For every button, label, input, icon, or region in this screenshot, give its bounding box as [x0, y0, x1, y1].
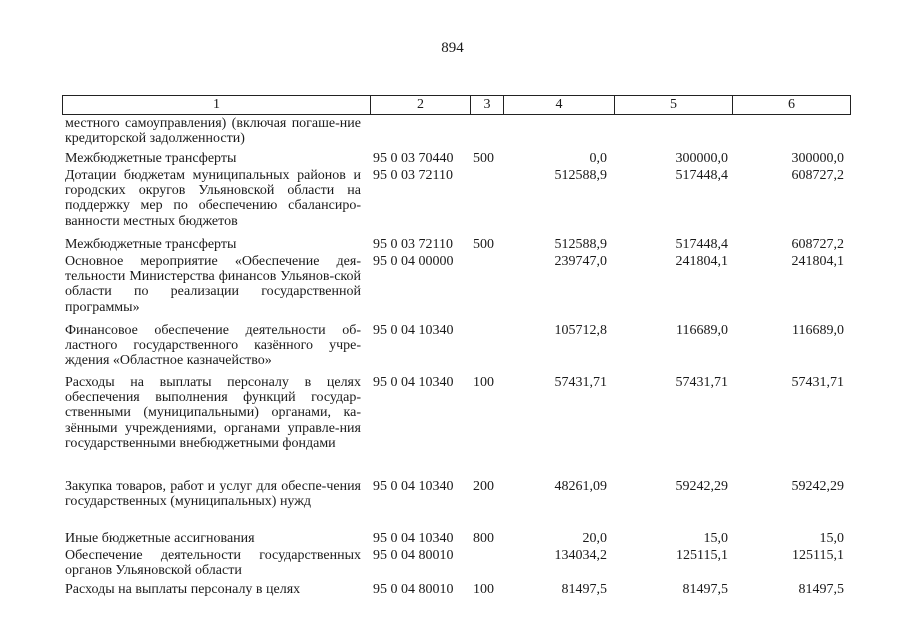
row-name: Расходы на выплаты персоналу в целях обеспечения выполнения функций государ-ственными (муниципальными) органами, ка-зёнными учреждениями, органами управле-ния государственными внебюджетными фондами — [65, 375, 361, 451]
row-name: Основное мероприятие «Обеспечение дея-тельности Министерства финансов Ульянов-ской области по реализации государственной программы» — [65, 254, 361, 315]
row-value-5: 15,0 — [703, 531, 728, 546]
row-value-4: 105712,8 — [554, 323, 607, 338]
row-vr: 500 — [473, 237, 494, 252]
row-value-5: 241804,1 — [675, 254, 728, 269]
row-value-4: 512588,9 — [554, 237, 607, 252]
row-value-4: 57431,71 — [554, 375, 607, 390]
page-number: 894 — [441, 40, 464, 56]
row-value-6: 608727,2 — [791, 237, 844, 252]
row-vr: 500 — [473, 151, 494, 166]
header-col-3: 3 — [471, 96, 504, 114]
row-code: 95 0 04 10340 — [373, 479, 454, 494]
row-value-5: 81497,5 — [682, 582, 728, 597]
header-col-4: 4 — [504, 96, 615, 114]
header-col-5: 5 — [615, 96, 733, 114]
row-code: 95 0 04 00000 — [373, 254, 454, 269]
row-value-6: 241804,1 — [791, 254, 844, 269]
row-value-5: 517448,4 — [675, 168, 728, 183]
header-col-1: 1 — [63, 96, 371, 114]
row-value-5: 57431,71 — [675, 375, 728, 390]
row-value-5: 125115,1 — [676, 548, 728, 563]
row-value-6: 125115,1 — [792, 548, 844, 563]
row-value-4: 48261,09 — [554, 479, 607, 494]
row-value-5: 517448,4 — [675, 237, 728, 252]
row-value-6: 116689,0 — [792, 323, 844, 338]
row-value-4: 134034,2 — [554, 548, 607, 563]
row-name: Дотации бюджетам муниципальных районов и городских округов Ульяновской области на поддержку мер по обеспечению сбалансиро-ванности местных бюджетов — [65, 168, 361, 229]
row-code: 95 0 03 72110 — [373, 237, 453, 252]
row-name: Межбюджетные трансферты — [65, 237, 237, 252]
row-value-6: 608727,2 — [791, 168, 844, 183]
row-code: 95 0 04 10340 — [373, 323, 454, 338]
row-vr: 800 — [473, 531, 494, 546]
row-value-4: 20,0 — [582, 531, 607, 546]
header-col-2: 2 — [371, 96, 471, 114]
row-name: Закупка товаров, работ и услуг для обеспе-чения государственных (муниципальных) нужд — [65, 479, 361, 510]
row-vr: 200 — [473, 479, 494, 494]
row-vr: 100 — [473, 582, 494, 597]
row-name: Иные бюджетные ассигнования — [65, 531, 255, 546]
row-value-6: 81497,5 — [798, 582, 844, 597]
row-name: Обеспечение деятельности государственных органов Ульяновской области — [65, 548, 361, 579]
row-value-6: 15,0 — [819, 531, 844, 546]
header-col-6: 6 — [788, 97, 795, 112]
row-value-6: 300000,0 — [791, 151, 844, 166]
row-value-4: 512588,9 — [554, 168, 607, 183]
row-vr: 100 — [473, 375, 494, 390]
row-value-6: 57431,71 — [791, 375, 844, 390]
row-code: 95 0 04 10340 — [373, 375, 454, 390]
row-name: Финансовое обеспечение деятельности об-ластного государственного казённого учре-ждения «Областное казначейство» — [65, 323, 361, 369]
row-value-4: 239747,0 — [554, 254, 607, 269]
row-code: 95 0 04 80010 — [373, 582, 454, 597]
row-value-4: 81497,5 — [561, 582, 607, 597]
row-name: Межбюджетные трансферты — [65, 151, 237, 166]
row-code: 95 0 04 10340 — [373, 531, 454, 546]
row-code: 95 0 04 80010 — [373, 548, 454, 563]
row-name: Расходы на выплаты персоналу в целях — [65, 582, 301, 597]
row-value-4: 0,0 — [589, 151, 607, 166]
row-code: 95 0 03 72110 — [373, 168, 453, 183]
row-value-6: 59242,29 — [791, 479, 844, 494]
row-value-5: 59242,29 — [675, 479, 728, 494]
row-code: 95 0 03 70440 — [373, 151, 454, 166]
row-value-5: 116689,0 — [676, 323, 728, 338]
row-value-5: 300000,0 — [675, 151, 728, 166]
row-name: местного самоуправления) (включая погаше-ние кредиторской задолженности) — [65, 116, 361, 147]
